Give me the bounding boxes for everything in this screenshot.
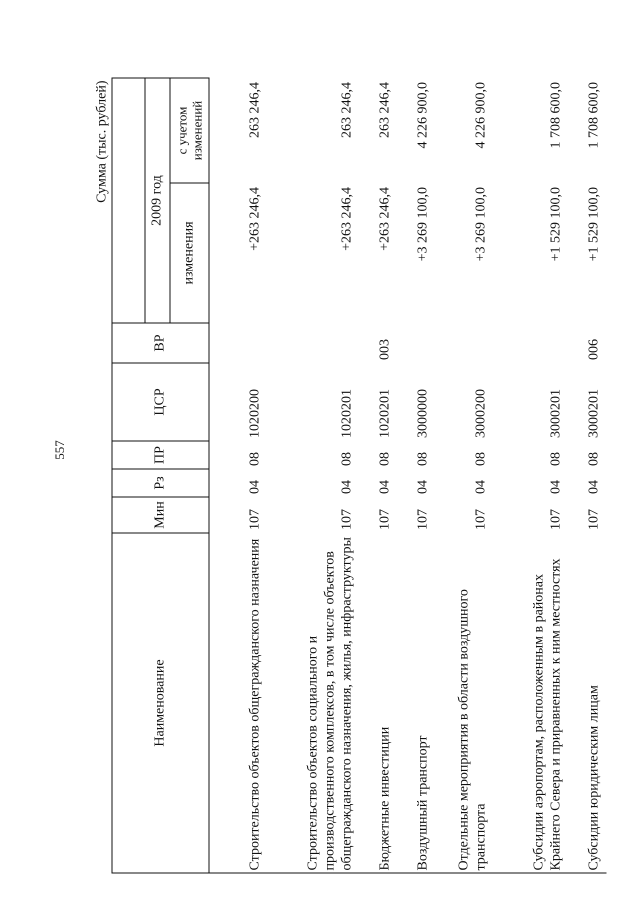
- row-rz: 04: [586, 480, 602, 494]
- header-amount-group: [112, 78, 145, 323]
- header-name: Наименование: [112, 533, 209, 873]
- table-row: [398, 78, 436, 873]
- row-csr: 3000201: [548, 389, 564, 438]
- row-min: 107: [473, 509, 489, 530]
- header-with-changes: с учетом изменений: [170, 78, 209, 183]
- row-min: 107: [247, 509, 263, 530]
- row-changes: +3 269 100,0: [415, 187, 431, 262]
- row-vr: 003: [377, 339, 393, 360]
- row-changes: +263 246,4: [247, 187, 263, 251]
- table-row: [494, 78, 569, 873]
- row-vr: [398, 323, 436, 363]
- row-changes: +1 529 100,0: [586, 187, 602, 262]
- row-total: 1 708 600,0: [548, 82, 564, 149]
- row-pr: 08: [548, 452, 564, 466]
- row-rz: 04: [247, 480, 263, 494]
- row-total: 263 246,4: [339, 82, 355, 138]
- row-min: 107: [586, 509, 602, 530]
- row-name: Субсидии аэропортам, расположенным в районах Крайнего Севера и приравненных к ним местностях: [494, 533, 569, 873]
- table-row: [268, 78, 360, 873]
- row-pr: 08: [415, 452, 431, 466]
- row-changes: +263 246,4: [339, 187, 355, 251]
- row-pr: 08: [247, 452, 263, 466]
- row-changes: +1 529 100,0: [548, 187, 564, 262]
- row-name: Строительство объектов общегражданского назначения: [209, 533, 268, 873]
- row-vr: [268, 323, 360, 363]
- row-pr: 08: [586, 452, 602, 466]
- row-pr: 08: [339, 452, 355, 466]
- row-rz: 04: [415, 480, 431, 494]
- table-row: [360, 78, 398, 873]
- row-name: Субсидии юридическим лицам: [569, 533, 607, 873]
- row-total: 4 226 900,0: [473, 82, 489, 149]
- header-vr: ВР: [112, 323, 209, 363]
- row-name: Отдельные мероприятия в области воздушного транспорта: [436, 533, 494, 873]
- row-vr: [494, 323, 569, 363]
- row-changes: +263 246,4: [377, 187, 393, 251]
- table-row: [209, 78, 268, 873]
- row-vr: [436, 323, 494, 363]
- row-name: Строительство объектов социального и производственного комплексов, в том числе объектов общегражданского назначения, жилья, инфраструктуры: [268, 533, 360, 873]
- table-row: [436, 78, 494, 873]
- row-csr: 1020201: [339, 389, 355, 438]
- row-pr: 08: [377, 452, 393, 466]
- table-row: [569, 78, 607, 873]
- row-changes: +3 269 100,0: [473, 187, 489, 262]
- row-min: 107: [339, 509, 355, 530]
- row-total: 1 708 600,0: [586, 82, 602, 149]
- row-total: 4 226 900,0: [415, 82, 431, 149]
- header-rz: Рз: [112, 469, 209, 497]
- row-pr: 08: [473, 452, 489, 466]
- row-rz: 04: [339, 480, 355, 494]
- row-csr: 3000000: [415, 389, 431, 438]
- header-min: Мин: [112, 497, 209, 533]
- row-csr: 3000200: [473, 389, 489, 438]
- row-min: 107: [548, 509, 564, 530]
- row-vr: [209, 323, 268, 363]
- rotated-table-page: [93, 79, 602, 874]
- row-csr: 1020201: [377, 389, 393, 438]
- row-rz: 04: [473, 480, 489, 494]
- row-name: Бюджетные инвестиции: [360, 533, 398, 873]
- header-pr: ПР: [112, 441, 209, 469]
- row-csr: 3000201: [586, 389, 602, 438]
- amount-caption: Сумма (тыс. рублей): [94, 80, 110, 203]
- header-year: 2009 год: [145, 78, 170, 323]
- row-min: 107: [377, 509, 393, 530]
- row-total: 263 246,4: [247, 82, 263, 138]
- row-name: Воздушный транспорт: [398, 533, 436, 873]
- row-csr: 1020200: [247, 389, 263, 438]
- row-rz: 04: [548, 480, 564, 494]
- budget-table: [112, 78, 607, 874]
- row-vr: 006: [586, 339, 602, 360]
- header-csr: ЦСР: [112, 363, 209, 441]
- row-min: 107: [415, 509, 431, 530]
- row-rz: 04: [377, 480, 393, 494]
- header-changes: изменения: [170, 183, 209, 323]
- row-total: 263 246,4: [377, 82, 393, 138]
- page-number: 557: [52, 440, 67, 460]
